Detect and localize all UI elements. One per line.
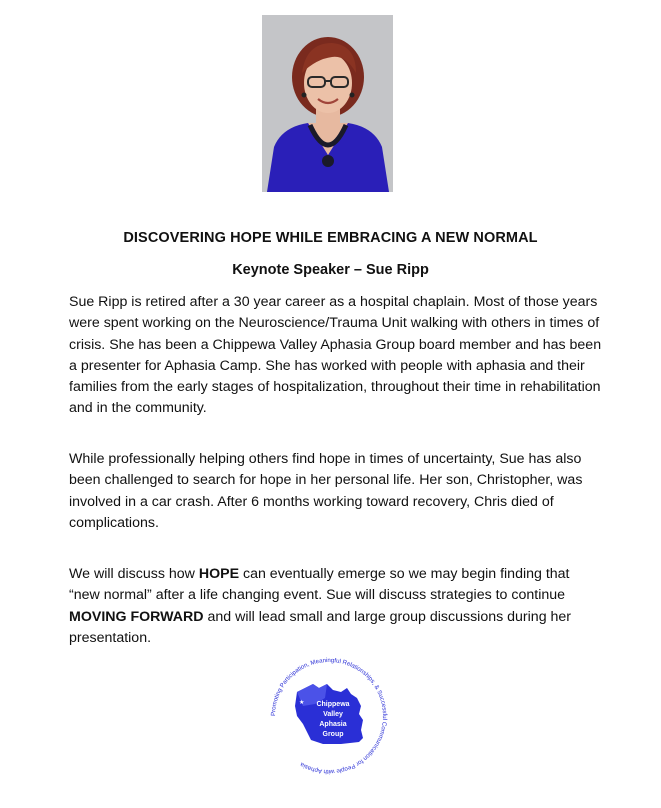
bio-paragraph: Sue Ripp is retired after a 30 year career as a hospital chaplain. Most of those years were spent working on the Neuroscience/Trauma Unit walking with others in times of crisis. She has been a Chippewa Valley Aphasia Group board member and has been a presenter for Aphasia Camp. She has worked with people with aphasia and their families from the early stages of hospitalization, throughout their time in rehabilitation and in the community. [69,294,602,417]
speaker-subtitle: Keynote Speaker – Sue Ripp [232,262,429,278]
logo-line-2: Valley [323,711,343,718]
p3-text-2: can eventually emerge so we may begin finding that “new normal” after a life changing event. Sue will discuss strategies to continue [69,566,570,604]
speaker-photo [262,15,393,192]
hope-emphasis: HOPE [198,566,240,582]
logo-line-3: Aphasia [319,721,347,728]
star-icon: ★ [299,700,305,706]
p3-text-1: We will discuss how [69,566,199,582]
p3-text-3: and will lead small and large group discussions during her presentation. [69,608,572,646]
cvag-logo [267,654,391,778]
session-description-paragraph [69,564,604,649]
logo-line-4: Group [322,731,344,738]
cvag-logo-graphic [267,654,391,778]
speaker-portrait-image [262,15,393,192]
personal-story-paragraph: While professionally helping others find hope in times of uncertainty, Sue has also been challenged to search for hope in her personal life. Her son, Christopher, was involved in a car crash. After 6 months working toward recovery, Chris died of complications. [69,451,583,531]
page-title: DISCOVERING HOPE WHILE EMBRACING A NEW NORMAL [123,230,538,246]
logo-line-1: Chippewa [316,701,350,708]
logo-ring-text: Promoting Participation, Meaningful Relationships, & Successful Communication for People with Aphasia [269,656,389,776]
moving-forward-emphasis: MOVING FORWARD [69,608,204,625]
